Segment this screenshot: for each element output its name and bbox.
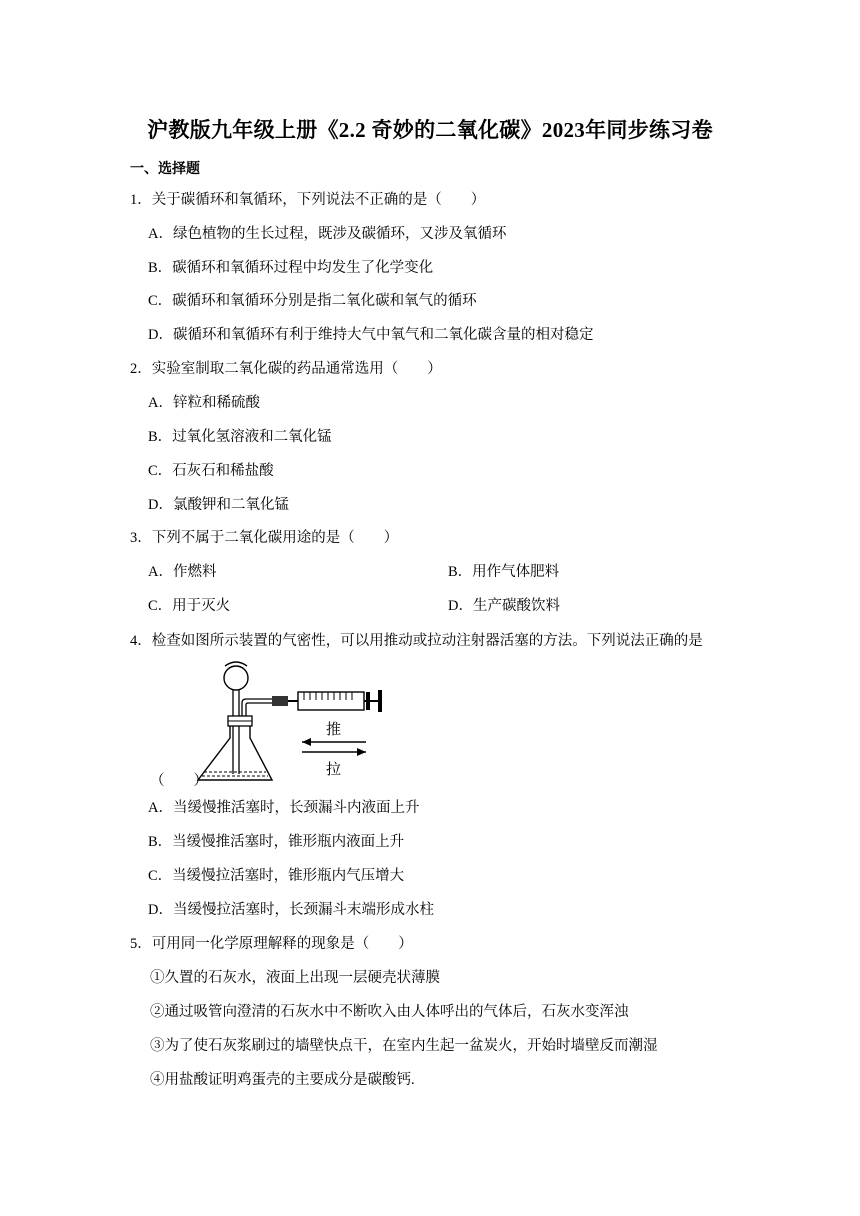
question-4-blank: （ ） bbox=[150, 773, 208, 789]
syringe-scale bbox=[304, 692, 352, 700]
question-3-option-d: D．生产碳酸饮料 bbox=[448, 598, 560, 614]
question-4-option-c: C．当缓慢拉活塞时，锥形瓶内气压增大 bbox=[148, 868, 405, 884]
push-arrowhead bbox=[302, 738, 311, 746]
question-1-stem: 1．关于碳循环和氧循环，下列说法不正确的是（ ） bbox=[130, 192, 486, 208]
pull-label: 拉 bbox=[326, 760, 342, 778]
rubber-connector bbox=[272, 696, 288, 706]
question-2-option-d: D．氯酸钾和二氧化锰 bbox=[148, 497, 289, 513]
question-3-option-c: C．用于灭火 bbox=[148, 598, 231, 614]
question-1-option-c: C．碳循环和氧循环分别是指二氧化碳和氧气的循环 bbox=[148, 293, 477, 309]
syringe-plunger-head bbox=[378, 690, 382, 712]
question-3-option-a: A．作燃料 bbox=[148, 564, 217, 580]
section-heading: 一、选择题 bbox=[130, 162, 200, 177]
question-2-stem: 2．实验室制取二氧化碳的药品通常选用（ ） bbox=[130, 361, 442, 377]
question-2-option-b: B．过氧化氢溶液和二氧化锰 bbox=[148, 429, 332, 445]
push-label: 推 bbox=[326, 720, 342, 738]
question-4-stem: 4．检查如图所示装置的气密性，可以用推动或拉动注射器活塞的方法。下列说法正确的是 bbox=[130, 633, 703, 649]
question-3-option-b: B．用作气体肥料 bbox=[448, 564, 560, 580]
question-5-stem: 5．可用同一化学原理解释的现象是（ ） bbox=[130, 936, 413, 952]
syringe-flange bbox=[366, 692, 370, 710]
question-2-option-c: C．石灰石和稀盐酸 bbox=[148, 463, 274, 479]
pull-arrowhead bbox=[357, 748, 366, 756]
question-3-stem: 3．下列不属于二氧化碳用途的是（ ） bbox=[130, 530, 399, 546]
question-4-option-a: A．当缓慢推活塞时，长颈漏斗内液面上升 bbox=[148, 800, 420, 816]
syringe-barrel bbox=[298, 692, 364, 710]
question-5-item-3: ③为了使石灰浆刷过的墙壁快点干，在室内生起一盆炭火，开始时墙壁反而潮湿 bbox=[150, 1038, 658, 1054]
question-5-item-2: ②通过吸管向澄清的石灰水中不断吹入由人体呼出的气体后，石灰水变浑浊 bbox=[150, 1004, 629, 1020]
question-2-option-a: A．锌粒和稀硫酸 bbox=[148, 395, 260, 411]
question-1-option-a: A．绿色植物的生长过程，既涉及碳循环，又涉及氧循环 bbox=[148, 226, 507, 242]
question-5-item-1: ①久置的石灰水，液面上出现一层硬壳状薄膜 bbox=[150, 970, 440, 986]
apparatus-figure bbox=[180, 656, 400, 786]
question-5-item-4: ④用盐酸证明鸡蛋壳的主要成分是碳酸钙. bbox=[150, 1072, 415, 1088]
question-1-option-d: D．碳循环和氧循环有利于维持大气中氧气和二氧化碳含量的相对稳定 bbox=[148, 327, 594, 343]
funnel-bulb bbox=[224, 666, 248, 690]
page-title: 沪教版九年级上册《2.2 奇妙的二氧化碳》2023年同步练习卷 bbox=[147, 118, 713, 142]
question-4-option-b: B．当缓慢推活塞时，锥形瓶内液面上升 bbox=[148, 834, 405, 850]
question-1-option-b: B．碳循环和氧循环过程中均发生了化学变化 bbox=[148, 260, 434, 276]
question-4-option-d: D．当缓慢拉活塞时，长颈漏斗末端形成水柱 bbox=[148, 902, 434, 918]
